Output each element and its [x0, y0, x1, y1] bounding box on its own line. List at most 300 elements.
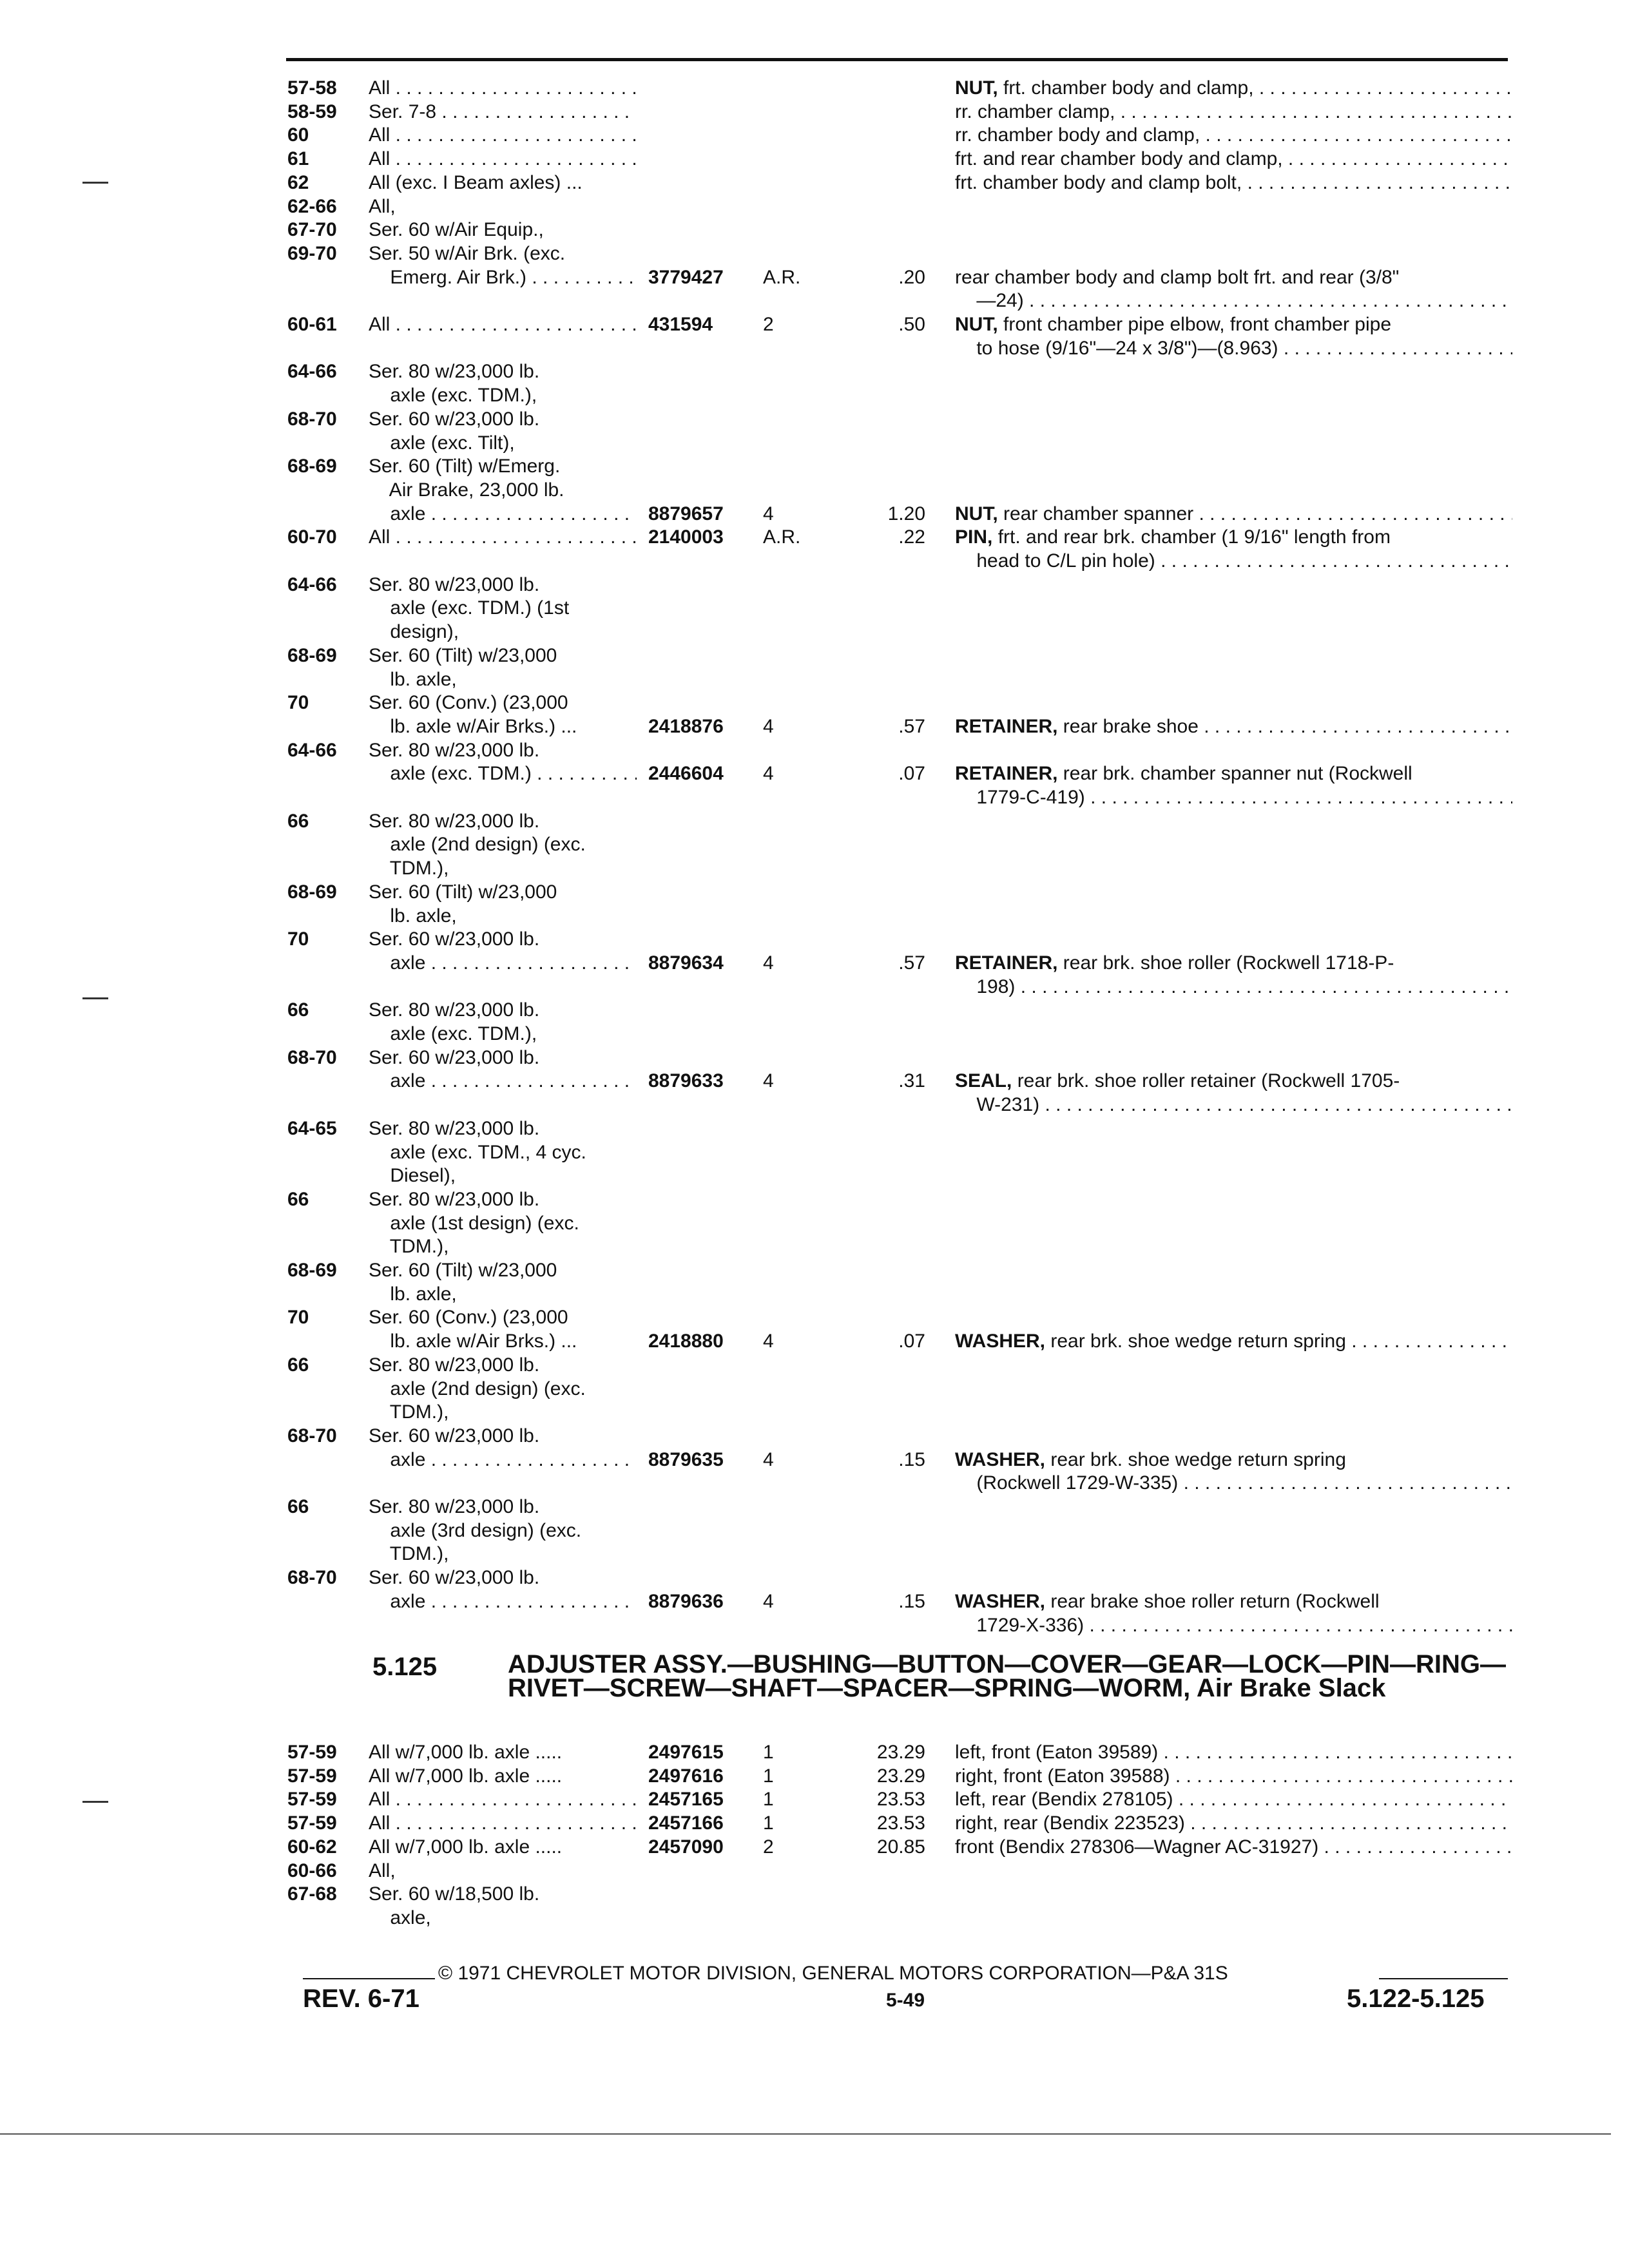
description-text: frt. and rear brk. chamber (1 9/16" length from	[992, 526, 1391, 548]
year-range: 70	[287, 692, 309, 714]
description	[955, 171, 1512, 195]
application: Ser. 60 w/23,000 lb.	[369, 928, 540, 950]
table-row	[0, 1069, 1629, 1093]
description-text: right, rear (Bendix 223523)	[955, 1812, 1185, 1834]
application: axle . . .	[369, 1069, 637, 1093]
price: 23.53	[876, 1789, 925, 1811]
description	[955, 100, 1512, 124]
application: axle (1st design) (exc.	[369, 1212, 579, 1234]
part-number: 3779427	[648, 266, 724, 288]
table-row	[0, 478, 1629, 502]
page-number: 5-49	[886, 1990, 925, 2011]
table-row	[0, 1329, 1629, 1353]
table-row	[0, 880, 1629, 904]
table-row	[0, 1448, 1629, 1472]
quantity: A.R.	[763, 266, 801, 288]
year-range: 70	[287, 1307, 309, 1329]
application: lb. axle w/Air Brks.) ...	[369, 715, 577, 737]
application: Ser. 60 w/23,000 lb.	[369, 408, 540, 430]
year-range: 68-69	[287, 644, 337, 666]
application: axle (exc. Tilt),	[369, 432, 515, 454]
table-row	[0, 1882, 1629, 1906]
table-row	[0, 715, 1629, 738]
part-number: 2457165	[648, 1789, 724, 1811]
year-range: 64-65	[287, 1117, 337, 1139]
part-name: PIN,	[955, 526, 993, 548]
application: Ser. 50 w/Air Brk. (exc.	[369, 242, 566, 264]
application: TDM.),	[369, 1236, 449, 1258]
application: All,	[369, 1860, 396, 1881]
description	[955, 1787, 1512, 1811]
application: axle (2nd design) (exc.	[369, 1378, 586, 1399]
application: Ser. 80 w/23,000 lb.	[369, 1117, 540, 1139]
description	[955, 1613, 1512, 1637]
application: All . . .	[369, 147, 637, 171]
application: TDM.),	[369, 1543, 449, 1565]
quantity: 4	[763, 1590, 774, 1612]
year-range: 69-70	[287, 242, 337, 264]
part-number: 8879633	[648, 1070, 724, 1092]
table-row	[0, 242, 1629, 265]
table-row	[0, 832, 1629, 856]
table-row	[0, 644, 1629, 668]
quantity: A.R.	[763, 526, 801, 548]
year-range: 57-59	[287, 1789, 337, 1811]
table-row	[0, 100, 1629, 124]
part-number: 431594	[648, 314, 713, 335]
description	[955, 265, 1512, 289]
part-number: 8879636	[648, 1590, 724, 1612]
application: Emerg. Air Brk.) . . .	[369, 265, 637, 289]
application: Ser. 7-8 . . .	[369, 100, 637, 124]
application: axle (exc. TDM., 4 cyc.	[369, 1141, 586, 1163]
application: All . . .	[369, 76, 637, 100]
quantity: 2	[763, 314, 774, 335]
application: Ser. 80 w/23,000 lb.	[369, 1496, 540, 1517]
table-row	[0, 691, 1629, 715]
application: Ser. 60 (Conv.) (23,000	[369, 1307, 568, 1329]
application: axle . . .	[369, 1448, 637, 1472]
table-row	[0, 1613, 1629, 1637]
application: Air Brake, 23,000 lb.	[369, 479, 564, 501]
copyright-line: © 1971 CHEVROLET MOTOR DIVISION, GENERAL MOTORS CORPORATION—P&A 31S	[438, 1963, 1228, 1984]
part-name: RETAINER,	[955, 715, 1058, 737]
application: All . . .	[369, 525, 637, 549]
table-row	[0, 76, 1629, 100]
part-number: 2418880	[648, 1331, 724, 1352]
table-row	[0, 856, 1629, 880]
year-range: 60-61	[287, 314, 337, 335]
description	[955, 1835, 1512, 1859]
description	[955, 123, 1512, 147]
part-name: WASHER,	[955, 1331, 1046, 1352]
price: .57	[898, 715, 925, 737]
table-row	[0, 927, 1629, 951]
part-name: WASHER,	[955, 1448, 1046, 1470]
part-number: 8879635	[648, 1448, 724, 1470]
table-row	[0, 336, 1629, 360]
table-row	[0, 383, 1629, 407]
table-row	[0, 596, 1629, 620]
quantity: 1	[763, 1789, 774, 1811]
footer-rule-left	[303, 1978, 435, 1979]
price: 23.53	[876, 1812, 925, 1834]
application: axle . . .	[369, 1590, 637, 1613]
application: Ser. 80 w/23,000 lb.	[369, 1188, 540, 1210]
description-text: rear brk. shoe roller retainer (Rockwell 1705-	[1012, 1070, 1400, 1092]
table-row	[0, 195, 1629, 218]
year-range: 68-69	[287, 881, 337, 903]
description-text: 1729-X-336)	[955, 1614, 1084, 1636]
year-range: 62-66	[287, 195, 337, 217]
application: All . . .	[369, 1811, 637, 1835]
table-row	[0, 1211, 1629, 1235]
table-row	[0, 1811, 1629, 1835]
table-row	[0, 1859, 1629, 1883]
description-text: rear brake shoe roller return (Rockwell	[1045, 1590, 1380, 1612]
year-range: 67-70	[287, 219, 337, 241]
description-text: rear brk. chamber spanner nut (Rockwell	[1057, 763, 1412, 785]
bottom-rule	[0, 2133, 1611, 2135]
year-range: 67-68	[287, 1883, 337, 1905]
table-row	[0, 171, 1629, 195]
table-row	[0, 1566, 1629, 1590]
description	[955, 762, 1512, 785]
application: All . . .	[369, 1787, 637, 1811]
description-text: rear brk. shoe wedge return spring	[1045, 1331, 1346, 1352]
table-row	[0, 1258, 1629, 1282]
table-row	[0, 1542, 1629, 1566]
section-number: 5.125	[372, 1653, 438, 1681]
table-row	[0, 218, 1629, 242]
application: Ser. 80 w/23,000 lb.	[369, 810, 540, 832]
application: Ser. 80 w/23,000 lb.	[369, 573, 540, 595]
application: lb. axle,	[369, 1283, 457, 1305]
application: Ser. 60 w/Air Equip.,	[369, 219, 544, 241]
description-text: to hose (9/16"—24 x 3/8")—(8.963)	[955, 337, 1278, 359]
part-number: 2497616	[648, 1765, 724, 1787]
part-name: NUT,	[955, 503, 998, 524]
description-text: rear chamber spanner	[998, 503, 1194, 524]
footer-rule-right	[1379, 1978, 1508, 1979]
price: .07	[898, 1331, 925, 1352]
year-range: 62	[287, 171, 309, 193]
table-row	[0, 762, 1629, 785]
year-range: 70	[287, 928, 309, 950]
description-text: 1779-C-419)	[955, 787, 1085, 808]
quantity: 2	[763, 1836, 774, 1858]
description	[955, 289, 1512, 312]
description	[955, 1764, 1512, 1788]
table-row	[0, 360, 1629, 383]
year-range: 64-66	[287, 361, 337, 383]
description	[955, 1740, 1512, 1764]
application: All (exc. I Beam axles) ...	[369, 171, 583, 193]
part-name: SEAL,	[955, 1070, 1012, 1092]
table-row	[0, 312, 1629, 336]
description	[955, 312, 1512, 336]
table-row	[0, 1282, 1629, 1306]
description-text: —24)	[955, 290, 1024, 312]
table-row	[0, 1740, 1629, 1764]
quantity: 1	[763, 1812, 774, 1834]
year-range: 60-66	[287, 1860, 337, 1881]
table-row	[0, 1235, 1629, 1258]
table-row	[0, 265, 1629, 289]
application: Ser. 60 w/23,000 lb.	[369, 1046, 540, 1068]
application: axle (exc. TDM.) . . .	[369, 762, 637, 785]
year-range: 58-59	[287, 101, 337, 122]
year-range: 60-62	[287, 1836, 337, 1858]
year-range: 68-69	[287, 456, 337, 477]
description-text: rr. chamber body and clamp,	[955, 124, 1200, 146]
description-text: right, front (Eaton 39588)	[955, 1765, 1170, 1787]
price: .07	[898, 763, 925, 785]
table-row	[0, 1590, 1629, 1613]
description-text: W-231)	[955, 1094, 1040, 1116]
table-row	[0, 525, 1629, 549]
application: Ser. 80 w/23,000 lb.	[369, 999, 540, 1021]
description-text: left, rear (Bendix 278105)	[955, 1789, 1173, 1811]
price: .57	[898, 952, 925, 974]
table-row	[0, 123, 1629, 147]
application: axle (3rd design) (exc.	[369, 1519, 582, 1541]
table-row	[0, 1140, 1629, 1164]
application: Ser. 60 w/18,500 lb.	[369, 1883, 540, 1905]
application: Ser. 60 (Conv.) (23,000	[369, 692, 568, 714]
description-text: (Rockwell 1729-W-335)	[955, 1472, 1179, 1494]
year-range: 66	[287, 1354, 309, 1376]
section-range: 5.122-5.125	[1347, 1984, 1485, 2013]
application: design),	[369, 621, 459, 643]
quantity: 1	[763, 1765, 774, 1787]
table-row	[0, 1400, 1629, 1424]
part-number: 2457090	[648, 1836, 724, 1858]
application: lb. axle,	[369, 668, 457, 690]
year-range: 60	[287, 124, 309, 146]
year-range: 68-70	[287, 1425, 337, 1446]
description-text: rear brk. shoe wedge return spring	[1045, 1448, 1346, 1470]
part-number: 2446604	[648, 763, 724, 785]
description	[955, 76, 1512, 100]
year-range: 68-70	[287, 1046, 337, 1068]
table-row	[0, 1187, 1629, 1211]
price: .20	[898, 266, 925, 288]
price: .15	[898, 1448, 925, 1470]
application: All w/7,000 lb. axle .....	[369, 1836, 563, 1858]
part-number: 2457166	[648, 1812, 724, 1834]
application: Ser. 60 (Tilt) w/23,000	[369, 644, 557, 666]
application: lb. axle,	[369, 905, 457, 927]
description	[955, 1448, 1512, 1472]
price: .31	[898, 1070, 925, 1092]
table-row	[0, 549, 1629, 573]
application: axle . . .	[369, 951, 637, 975]
year-range: 68-70	[287, 408, 337, 430]
quantity: 4	[763, 1331, 774, 1352]
table-row	[0, 1764, 1629, 1788]
table-row	[0, 620, 1629, 644]
quantity: 4	[763, 1070, 774, 1092]
application: All w/7,000 lb. axle .....	[369, 1742, 563, 1763]
description	[955, 336, 1512, 360]
application: axle,	[369, 1907, 431, 1928]
price: .50	[898, 314, 925, 335]
table-row	[0, 147, 1629, 171]
application: Ser. 60 (Tilt) w/23,000	[369, 881, 557, 903]
quantity: 4	[763, 952, 774, 974]
application: All,	[369, 195, 396, 217]
price: 1.20	[887, 503, 925, 524]
table-row	[0, 1353, 1629, 1377]
part-name: NUT,	[955, 314, 998, 335]
application: Ser. 80 w/23,000 lb.	[369, 361, 540, 383]
description	[955, 502, 1512, 526]
table-row	[0, 1787, 1629, 1811]
table-row	[0, 1022, 1629, 1046]
application: axle (exc. TDM.) (1st	[369, 597, 570, 619]
description	[955, 549, 1512, 573]
application: axle (exc. TDM.),	[369, 385, 537, 407]
table-row	[0, 1835, 1629, 1859]
table-row	[0, 998, 1629, 1022]
top-rule	[286, 58, 1508, 61]
year-range: 57-58	[287, 77, 337, 99]
quantity: 1	[763, 1742, 774, 1763]
year-range: 66	[287, 1188, 309, 1210]
quantity: 4	[763, 715, 774, 737]
description	[955, 525, 1512, 549]
quantity: 4	[763, 763, 774, 785]
description-text: rr. chamber clamp,	[955, 101, 1115, 122]
table-row	[0, 809, 1629, 833]
year-range: 57-59	[287, 1742, 337, 1763]
part-name: NUT,	[955, 77, 998, 99]
description-text: rear brake shoe	[1057, 715, 1199, 737]
table-row	[0, 1093, 1629, 1117]
table-row	[0, 1377, 1629, 1401]
application: axle (exc. TDM.),	[369, 1023, 537, 1044]
application: All . . .	[369, 123, 637, 147]
price: 20.85	[876, 1836, 925, 1858]
application: axle . . .	[369, 502, 637, 526]
table-row	[0, 904, 1629, 928]
description	[955, 1811, 1512, 1835]
year-range: 61	[287, 148, 309, 170]
table-row	[0, 407, 1629, 431]
table-row	[0, 1495, 1629, 1519]
description-text: head to C/L pin hole)	[955, 550, 1155, 572]
table-row	[0, 502, 1629, 526]
part-number: 8879634	[648, 952, 724, 974]
description	[955, 951, 1512, 975]
application: Ser. 60 (Tilt) w/Emerg.	[369, 456, 561, 477]
year-range: 64-66	[287, 739, 337, 761]
year-range: 57-59	[287, 1812, 337, 1834]
table-row	[0, 1519, 1629, 1542]
application: All w/7,000 lb. axle .....	[369, 1765, 563, 1787]
application: Ser. 60 w/23,000 lb.	[369, 1567, 540, 1589]
year-range: 66	[287, 810, 309, 832]
part-number: 2418876	[648, 715, 724, 737]
description-text: left, front (Eaton 39589)	[955, 1742, 1159, 1763]
part-number: 8879657	[648, 503, 724, 524]
table-row	[0, 1424, 1629, 1448]
description-text: rear chamber body and clamp bolt frt. and rear (3/8"	[955, 266, 1400, 288]
description-text: front (Bendix 278306—Wagner AC-31927)	[955, 1836, 1319, 1858]
description	[955, 1069, 1512, 1093]
description	[955, 1590, 1512, 1613]
table-row	[0, 454, 1629, 478]
application: Ser. 80 w/23,000 lb.	[369, 1354, 540, 1376]
table-row	[0, 975, 1629, 999]
description	[955, 715, 1512, 738]
table-row	[0, 573, 1629, 597]
application: lb. axle w/Air Brks.) ...	[369, 1331, 577, 1352]
table-row	[0, 668, 1629, 691]
table-row	[0, 1117, 1629, 1140]
table-row	[0, 1305, 1629, 1329]
table-row	[0, 431, 1629, 455]
table-row	[0, 289, 1629, 312]
year-range: 60-70	[287, 526, 337, 548]
table-row	[0, 951, 1629, 975]
table-row	[0, 1906, 1629, 1930]
application: Ser. 60 (Tilt) w/23,000	[369, 1260, 557, 1281]
part-number: 2497615	[648, 1742, 724, 1763]
year-range: 66	[287, 999, 309, 1021]
description-text: frt. chamber body and clamp bolt,	[955, 171, 1242, 193]
price: .22	[898, 526, 925, 548]
year-range: 57-59	[287, 1765, 337, 1787]
description-text: frt. and rear chamber body and clamp,	[955, 148, 1283, 170]
description-text: 198)	[955, 975, 1016, 997]
application: axle (2nd design) (exc.	[369, 834, 586, 856]
part-name: RETAINER,	[955, 763, 1058, 785]
description	[955, 975, 1512, 999]
description-text: front chamber pipe elbow, front chamber pipe	[998, 314, 1392, 335]
part-name: RETAINER,	[955, 952, 1058, 974]
application: Ser. 80 w/23,000 lb.	[369, 739, 540, 761]
description	[955, 1471, 1512, 1495]
application: TDM.),	[369, 1401, 449, 1423]
year-range: 68-69	[287, 1260, 337, 1281]
description	[955, 1093, 1512, 1117]
quantity: 4	[763, 503, 774, 524]
description	[955, 147, 1512, 171]
application: Ser. 60 w/23,000 lb.	[369, 1425, 540, 1446]
year-range: 66	[287, 1496, 309, 1517]
application: Diesel),	[369, 1165, 456, 1187]
description	[955, 785, 1512, 809]
application: TDM.),	[369, 858, 449, 879]
year-range: 68-70	[287, 1567, 337, 1589]
price: .15	[898, 1590, 925, 1612]
price: 23.29	[876, 1765, 925, 1787]
part-number: 2140003	[648, 526, 724, 548]
description-text: rear brk. shoe roller (Rockwell 1718-P-	[1057, 952, 1394, 974]
price: 23.29	[876, 1742, 925, 1763]
table-row	[0, 1046, 1629, 1070]
table-row	[0, 1164, 1629, 1187]
table-row	[0, 785, 1629, 809]
revision-label: REV. 6-71	[303, 1984, 419, 2013]
quantity: 4	[763, 1448, 774, 1470]
section-title: ADJUSTER ASSY.—BUSHING—BUTTON—COVER—GEAR—LOCK—PIN—RING—RIVET—SCREW—SHAFT—SPACER—SPRING—WORM, Air Brake Slack	[508, 1650, 1507, 1702]
part-name: WASHER,	[955, 1590, 1046, 1612]
year-range: 64-66	[287, 573, 337, 595]
table-row	[0, 1471, 1629, 1495]
